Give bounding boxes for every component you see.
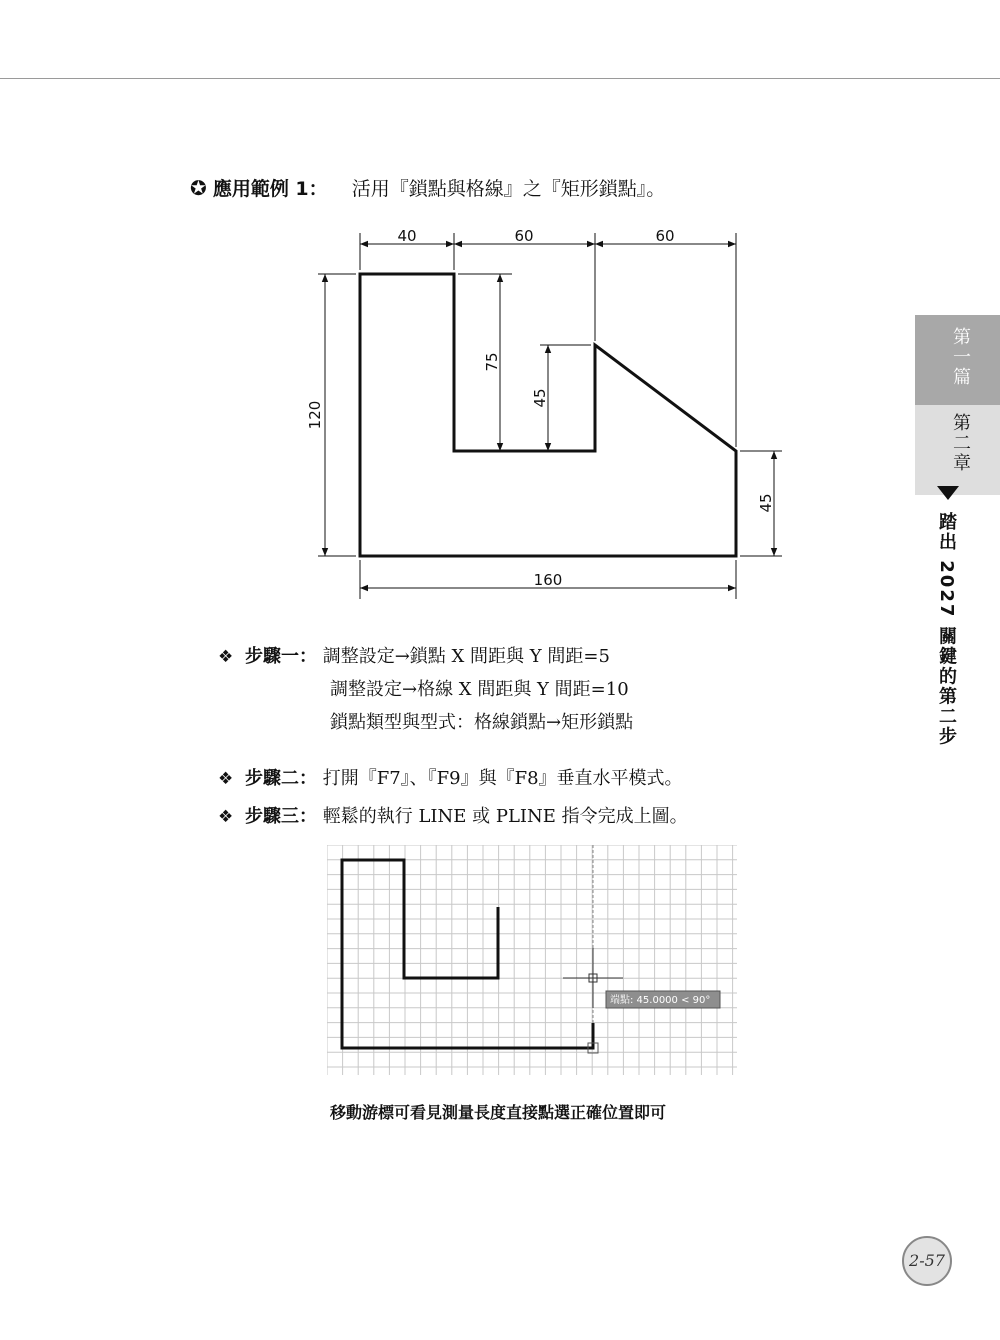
step-1 [218, 642, 610, 668]
dim-left-120: 120 [306, 400, 324, 430]
example-label: 應用範例 1： [212, 178, 328, 200]
step-1-label: 步驟一： [244, 646, 317, 667]
dim-top-60a: 60 [514, 227, 534, 245]
cad-screenshot [327, 845, 737, 1075]
step-2 [218, 764, 683, 790]
book-title: 踏出 2027 關鍵的第二步 [936, 512, 957, 747]
dim-top-40: 40 [397, 227, 417, 245]
step-2-text: 打開『F7』、『F9』與『F8』垂直水平模式。 [322, 768, 683, 789]
star-icon: ✪ [190, 176, 207, 200]
tooltip-text: 端點: 45.0000 < 90° [610, 995, 711, 1006]
step-2-label: 步驟二： [244, 768, 317, 789]
example-heading [190, 174, 665, 201]
chapter-tab-label: 第二章 [950, 413, 971, 473]
step-1-line-2: 調整設定→格線 X 間距與 Y 間距=10 [330, 679, 629, 700]
page-number: 2-57 [902, 1236, 952, 1286]
example-description: 活用『鎖點與格線』之『矩形鎖點』。 [351, 178, 666, 200]
step-3-label: 步驟三： [244, 806, 317, 827]
step-1-line-1: 調整設定→鎖點 X 間距與 Y 間距=5 [322, 646, 610, 667]
dim-inner-75: 75 [483, 352, 501, 372]
dim-inner-45: 45 [531, 388, 549, 408]
diamond-bullet-icon: ❖ [218, 769, 234, 789]
screenshot-caption: 移動游標可看見測量長度直接點選正確位置即可 [330, 1103, 667, 1122]
part-tab-label: 第一篇 [950, 327, 971, 387]
part-tab [915, 315, 1000, 405]
step-3-text: 輕鬆的執行 LINE 或 PLINE 指令完成上圖。 [322, 806, 688, 827]
dim-bottom-160: 160 [533, 571, 563, 589]
extension-lines [318, 233, 782, 599]
diamond-bullet-icon: ❖ [218, 807, 234, 827]
header-rule [0, 78, 1000, 79]
step-1-line-3: 鎖點類型與型式：格線鎖點→矩形鎖點 [330, 712, 634, 733]
step-3 [218, 802, 688, 828]
dim-right-45: 45 [757, 493, 775, 513]
chapter-tab [915, 405, 1000, 495]
triangle-down-icon [937, 486, 959, 500]
cad-drawing [290, 225, 810, 605]
diamond-bullet-icon: ❖ [218, 647, 234, 667]
dim-top-60b: 60 [655, 227, 675, 245]
dimension-lines [325, 244, 774, 588]
